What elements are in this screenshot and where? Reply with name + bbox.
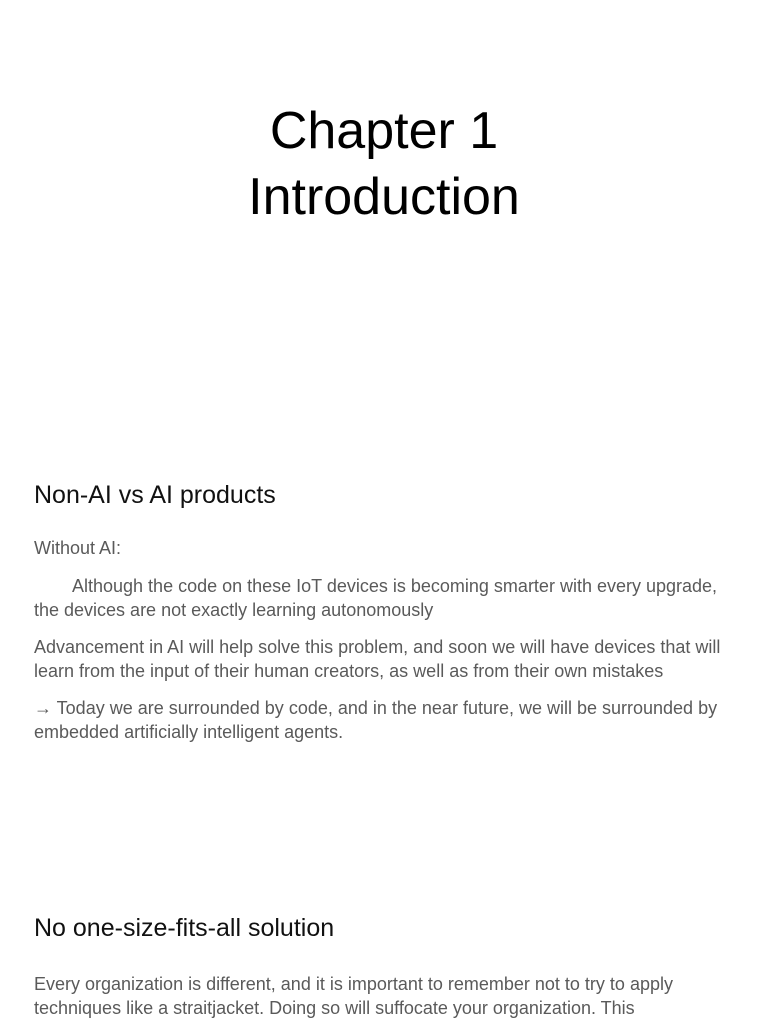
paragraph-iot-devices: Although the code on these IoT devices is becoming smarter with every upgrade, the devices are not exactly learning autonomously — [34, 576, 718, 620]
paragraph-advancement: Advancement in AI will help solve this problem, and soon we will have devices that will learn from the input of their human creators, as well as from their own mistakes — [34, 637, 721, 681]
paragraph-surrounded-by-code: → Today we are surrounded by code, and in the near future, we will be surrounded by embedded artificially intelligent agents. — [34, 698, 718, 742]
section-heading: No one-size-fits-all solution — [34, 914, 335, 942]
chapter-name: Introduction — [248, 168, 520, 226]
paragraph-without-ai: Without AI: — [34, 538, 122, 558]
paragraph-every-organization: Every organization is different, and it is important to remember not to try to apply techniques like a straitjacket. Doing so will suffocate your organization. This — [34, 974, 673, 1018]
section-no-one-size — [34, 913, 734, 1020]
chapter-number: Chapter 1 — [269, 102, 499, 160]
chapter-title — [0, 98, 768, 230]
section-heading: Non-AI vs AI products — [34, 481, 276, 509]
section-non-ai-vs-ai — [34, 480, 734, 744]
